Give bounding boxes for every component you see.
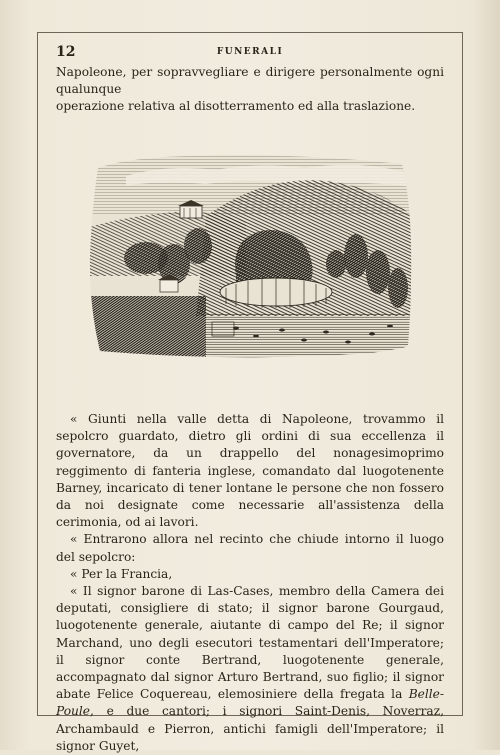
engraving-svg — [86, 146, 414, 362]
paragraph-1: « Giunti nella valle detta di Napoleone, trovammo il sepolcro guardato, dietro gli ordini di sua eccellenza il governatore, da un drappello del nonagesimoprimo reggimento di fanteria inglese, comandato dal luogotenente Barney, incaricato di tener lontane le persone che non fossero da noi designate come necessarie all'assistenza della cerimonia, od ai lavori. — [56, 412, 444, 530]
page-number: 12 — [56, 44, 76, 60]
engraving-napoleon-tomb-valley — [86, 146, 414, 362]
ship-name-italic: Belle-Poule — [56, 687, 444, 719]
paragraph-4 — [56, 583, 444, 755]
paragraph-2: « Entrarono allora nel recinto che chiude intorno il luogo del sepolcro: — [56, 532, 444, 564]
top-text — [56, 64, 444, 116]
page-header — [56, 44, 444, 62]
top-text-line-2: operazione relativa al disotterramento ed alla traslazione. — [56, 99, 416, 114]
paragraph-4-text-b: , e due cantori; i signori Saint-Denis, Noverraz, Archambauld e Pierron, antichi famigli dell'Imperatore; il signor Guyet, — [56, 704, 444, 753]
paragraph-4-text-a: « Il signor barone di Las-Cases, membro della Camera dei deputati, consigliere di stato; il signor barone Gourgaud, luogotenente generale, aiutante di campo del Re; il signor Marchand, uno degli esecutori testamentari dell'Imperatore; il signor conte Bertrand, luogotenente generale, accompagnato dal signor Arturo Bertrand, suo figlio; il signor abate Felice Coquereau, elemosiniere della fregata la — [56, 584, 444, 702]
body-text — [56, 411, 444, 755]
top-text-line-1: Napoleone, per sopravvegliare e dirigere personalmente ogni qualunque — [56, 65, 444, 97]
paragraph-3: « Per la Francia, — [70, 566, 173, 581]
running-head: FUNERALI — [216, 47, 284, 57]
